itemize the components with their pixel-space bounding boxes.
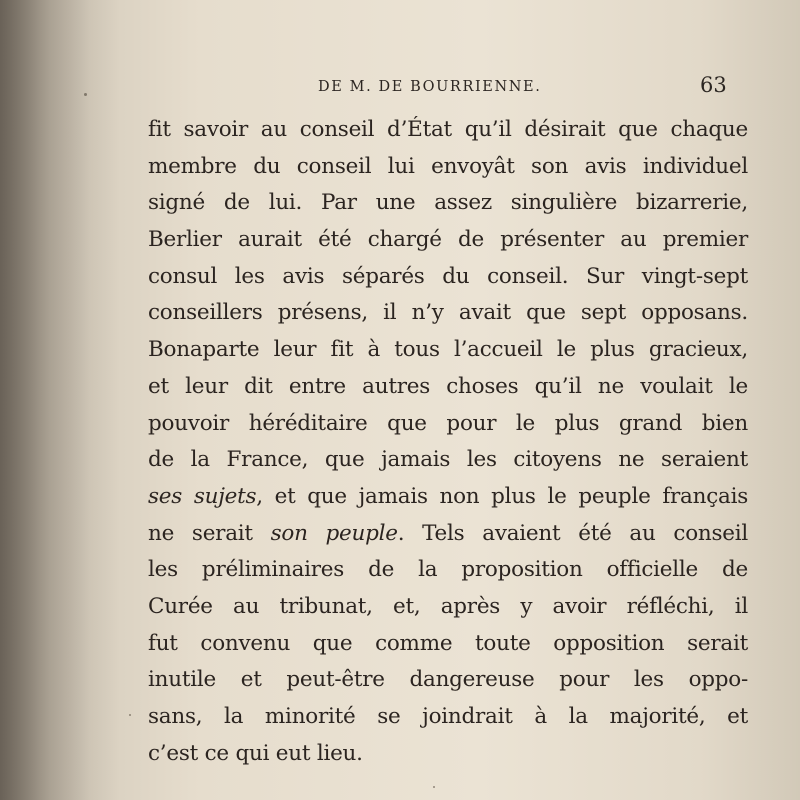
text-run: fit savoir au conseil d’État qu’il désirait que chaque xyxy=(148,117,748,142)
text-run: signé de lui. Par une assez singulière bizarrerie, xyxy=(148,190,748,216)
text-run: Berlier aurait été chargé de présenter au premier xyxy=(148,227,748,253)
text-run: membre du conseil lui envoyât son avis individuel xyxy=(148,153,748,179)
text-run: Curée au tribunat, et, après y avoir réfléchi, il xyxy=(148,593,748,619)
text-line xyxy=(148,479,748,516)
paper-speck xyxy=(84,93,87,96)
italic-text: ses sujets xyxy=(148,483,257,509)
text-line xyxy=(148,589,748,626)
body-text xyxy=(148,112,748,772)
text-line xyxy=(148,516,748,553)
text-line xyxy=(148,699,748,736)
text-run: , et que jamais non plus le peuple français xyxy=(256,483,748,509)
italic-text: son peuple xyxy=(270,520,398,546)
text-line xyxy=(148,626,748,663)
text-line xyxy=(148,406,748,443)
text-line xyxy=(148,662,748,699)
text-run: de la France, que jamais les citoyens ne seraient xyxy=(148,447,748,473)
text-run: . Tels avaient été au conseil xyxy=(397,520,748,546)
text-run: et leur dit entre autres choses qu’il ne voulait le xyxy=(148,373,748,399)
text-line xyxy=(148,295,748,332)
text-line xyxy=(148,222,748,259)
paper-speck xyxy=(433,786,435,788)
text-run: ne serait xyxy=(148,520,271,546)
text-line xyxy=(148,185,748,222)
text-run: conseillers présens, il n’y avait que sept opposans. xyxy=(148,300,748,326)
gutter-shadow xyxy=(0,0,120,800)
text-run: pouvoir héréditaire que pour le plus grand bien xyxy=(148,410,748,436)
text-line xyxy=(148,259,748,296)
page-header xyxy=(318,73,738,103)
text-line xyxy=(148,332,748,369)
text-run: sans, la minorité se joindrait à la majorité, et xyxy=(148,704,748,729)
text-line xyxy=(148,736,748,773)
running-head: DE M. DE BOURRIENNE. xyxy=(318,79,542,95)
text-run: c’est ce qui eut lieu. xyxy=(148,740,363,766)
text-run: les préliminaires de la proposition officielle de xyxy=(148,557,748,583)
text-line xyxy=(148,149,748,186)
text-line xyxy=(148,552,748,589)
paper-speck xyxy=(129,714,131,716)
text-line xyxy=(148,442,748,479)
page-number: 63 xyxy=(700,73,727,97)
text-run: consul les avis séparés du conseil. Sur vingt-sept xyxy=(148,263,748,289)
text-line xyxy=(148,369,748,406)
text-line xyxy=(148,112,748,149)
text-run: fut convenu que comme toute opposition serait xyxy=(148,630,748,656)
text-run: inutile et peut-être dangereuse pour les oppo- xyxy=(148,667,748,693)
text-run: Bonaparte leur fit à tous l’accueil le plus gracieux, xyxy=(148,337,748,363)
